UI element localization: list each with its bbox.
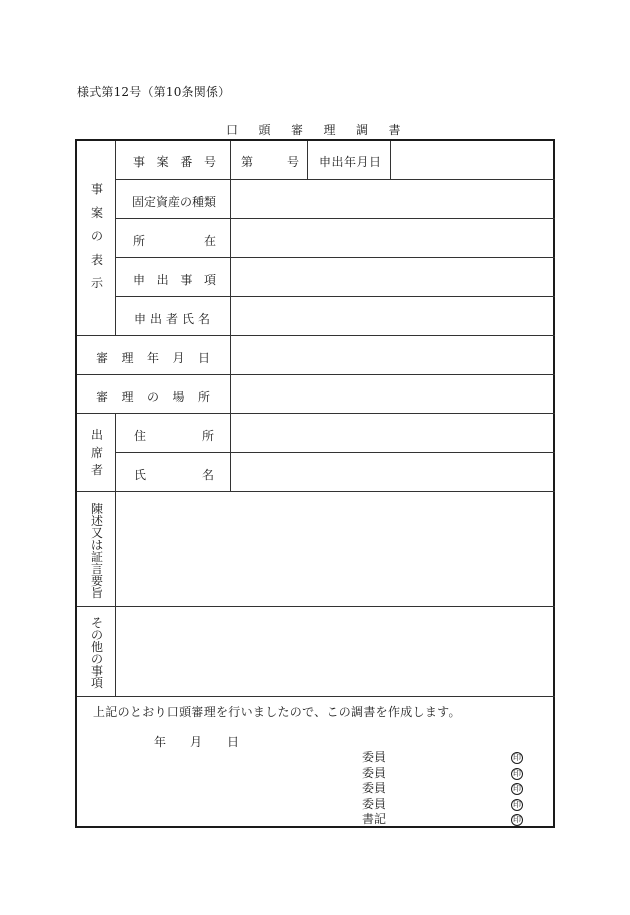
signatory-role: 委員: [362, 750, 387, 764]
address-label-right: 所: [202, 429, 215, 443]
signature-field[interactable]: [395, 794, 505, 809]
hearing-date-label: 審 理 年 月 日: [96, 351, 210, 365]
hearing-place-field[interactable]: [233, 377, 551, 411]
seal-mark-icon: 印: [513, 769, 521, 778]
location-field[interactable]: [233, 221, 551, 255]
signature-field[interactable]: [395, 763, 505, 778]
statement-summary-label: 陳 述 又 は 証 言 要 旨: [90, 502, 103, 600]
other-matters-field[interactable]: [118, 609, 551, 693]
signatory-role: 委員: [362, 797, 387, 811]
signatory-role: 委員: [362, 781, 387, 795]
address-label-left: 住: [134, 429, 147, 443]
case-number-field[interactable]: [253, 145, 283, 175]
case-number-label: 事 案 番 号: [133, 155, 216, 169]
applicant-name-label: 申 出 者 氏 名: [134, 312, 210, 326]
application-date-label: 申出年月日: [319, 155, 382, 169]
asset-type-label: 固定資産の種類: [132, 195, 217, 209]
other-matters-label: そ の 他 の 事 項: [90, 616, 103, 690]
name-label-left: 氏: [134, 468, 147, 482]
location-label-right: 在: [204, 234, 217, 248]
case-display-char: の: [90, 229, 103, 243]
statement-summary-field[interactable]: [118, 494, 551, 603]
asset-type-field[interactable]: [233, 182, 551, 216]
case-display-char: 示: [90, 276, 103, 290]
hearing-record-form: [75, 139, 555, 828]
number-suffix: 号: [287, 155, 300, 169]
hearing-date-field[interactable]: [233, 338, 551, 372]
attendee-address-field[interactable]: [233, 416, 551, 450]
attendees-group-label: 出 席 者: [90, 428, 103, 477]
applicant-name-field[interactable]: [233, 299, 551, 333]
seal-mark-icon: 印: [513, 815, 521, 824]
case-display-char: 表: [90, 252, 103, 267]
name-label-right: 名: [202, 468, 215, 482]
declaration-text: 上記のとおり口頭審理を行いましたので、この調書を作成します。: [93, 705, 461, 719]
matter-field[interactable]: [233, 260, 551, 294]
case-display-char: 案: [90, 205, 103, 220]
clerk-role: 書記: [362, 812, 387, 826]
hearing-place-label: 審 理 の 場 所: [96, 390, 210, 404]
signature-field[interactable]: [395, 809, 505, 824]
signature-field[interactable]: [395, 778, 505, 793]
case-display-group-label: [90, 183, 104, 289]
date-month: 月: [190, 735, 203, 749]
signatory-role: 委員: [362, 766, 387, 780]
form-reference: 様式第12号（第10条関係）: [77, 85, 231, 99]
seal-mark-icon: 印: [513, 784, 521, 793]
document-title: 口頭審理調書: [226, 123, 422, 137]
application-date-field[interactable]: [393, 143, 551, 177]
signature-field[interactable]: [395, 747, 505, 762]
date-day: 日: [227, 735, 240, 749]
seal-mark-icon: 印: [513, 753, 521, 762]
attendee-name-field[interactable]: [233, 455, 551, 489]
case-display-char: 事: [90, 182, 103, 196]
location-label-left: 所: [133, 234, 146, 248]
seal-mark-icon: 印: [513, 800, 521, 809]
date-year: 年: [154, 735, 167, 749]
matter-label: 申 出 事 項: [133, 273, 216, 287]
number-prefix: 第: [241, 155, 254, 169]
